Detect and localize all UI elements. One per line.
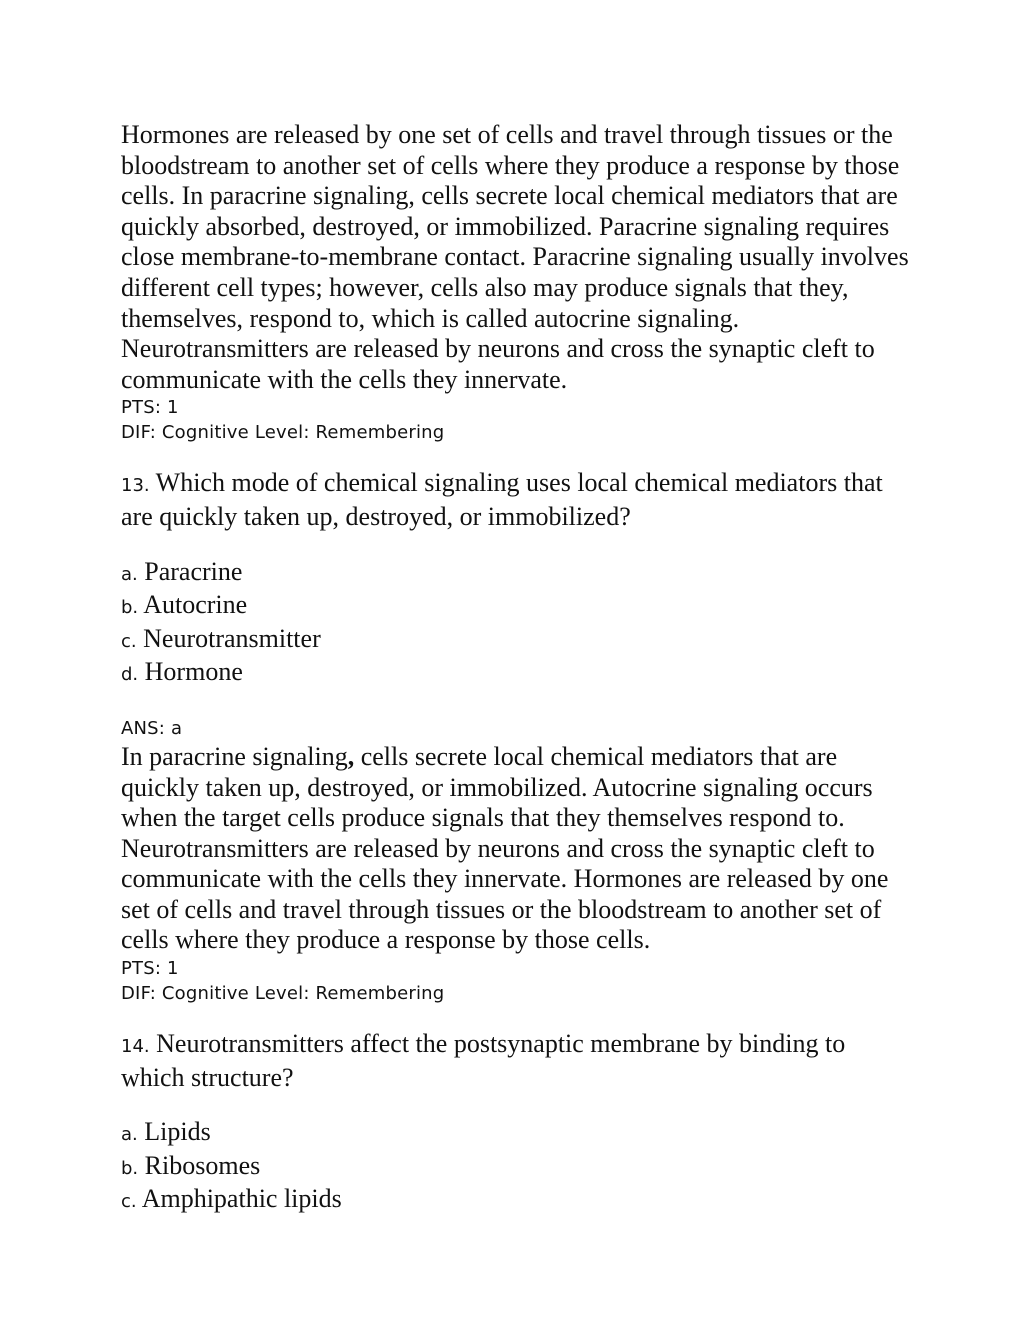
document-page	[121, 120, 911, 1218]
rationale-comma: ,	[347, 741, 355, 771]
question-number: 14.	[121, 1036, 150, 1058]
option-text: Autocrine	[143, 590, 248, 620]
question-13	[121, 468, 911, 532]
option-letter: c.	[121, 630, 137, 652]
option-letter: a.	[121, 1124, 138, 1146]
option-letter: b.	[121, 597, 139, 619]
rationale-rest: cells secrete local chemical mediators that are quickly taken up, destroyed, or immobilized. Autocrine signaling occurs when the target cells produce signals that they themselves respond to. Neurotransmitters are released by neurons and cross the synaptic cleft to communicate with the cells they innervate. Hormones are released by one set of cells and travel through tissues or the bloodstream to another set of cells where they produce a response by those cells.	[121, 741, 889, 955]
difficulty-label: DIF: Cognitive Level: Remembering	[121, 983, 445, 1005]
rationale-block-2	[121, 742, 911, 1006]
option-a	[121, 557, 911, 591]
question-text: Which mode of chemical signaling uses local chemical mediators that are quickly taken up, destroyed, or immobilized?	[121, 468, 883, 531]
option-c	[121, 1184, 911, 1218]
rationale-start: In paracrine signaling	[121, 741, 348, 771]
option-text: Paracrine	[144, 556, 243, 586]
option-b	[121, 590, 911, 624]
rationale-text	[121, 742, 911, 956]
question-text: Neurotransmitters affect the postsynaptic membrane by binding to which structure?	[121, 1029, 846, 1092]
question-14-options	[121, 1117, 911, 1218]
option-text: Hormone	[144, 657, 243, 687]
option-c	[121, 624, 911, 658]
option-b	[121, 1151, 911, 1185]
question-13-options	[121, 557, 911, 691]
option-d	[121, 657, 911, 691]
option-letter: a.	[121, 563, 138, 585]
question-14	[121, 1029, 911, 1093]
option-letter: d.	[121, 664, 139, 686]
points-label: PTS: 1	[121, 958, 179, 980]
option-text: Neurotransmitter	[143, 623, 321, 653]
rationale-text: Hormones are released by one set of cells and travel through tissues or the bloodstream to another set of cells where they produce a response by those cells. In paracrine signaling, cells secrete local chemical mediators that are quickly absorbed, destroyed, or immobilized. Paracrine signaling requires close membrane-to-membrane contact. Paracrine signaling usually involves different cell types; however, cells also may produce signals that they, themselves, respond to, which is called autocrine signaling. Neurotransmitters are released by neurons and cross the synaptic cleft to communicate with the cells they innervate.	[121, 120, 909, 394]
points-label: PTS: 1	[121, 397, 179, 419]
question-number: 13.	[121, 475, 150, 497]
option-text: Lipids	[144, 1117, 211, 1147]
option-text: Ribosomes	[144, 1150, 261, 1180]
option-letter: c.	[121, 1191, 137, 1213]
answer-label: ANS: a	[121, 717, 183, 739]
option-letter: b.	[121, 1157, 139, 1179]
rationale-block-1	[121, 120, 911, 445]
difficulty-label: DIF: Cognitive Level: Remembering	[121, 422, 445, 444]
option-a	[121, 1117, 911, 1151]
option-text: Amphipathic lipids	[141, 1184, 342, 1214]
